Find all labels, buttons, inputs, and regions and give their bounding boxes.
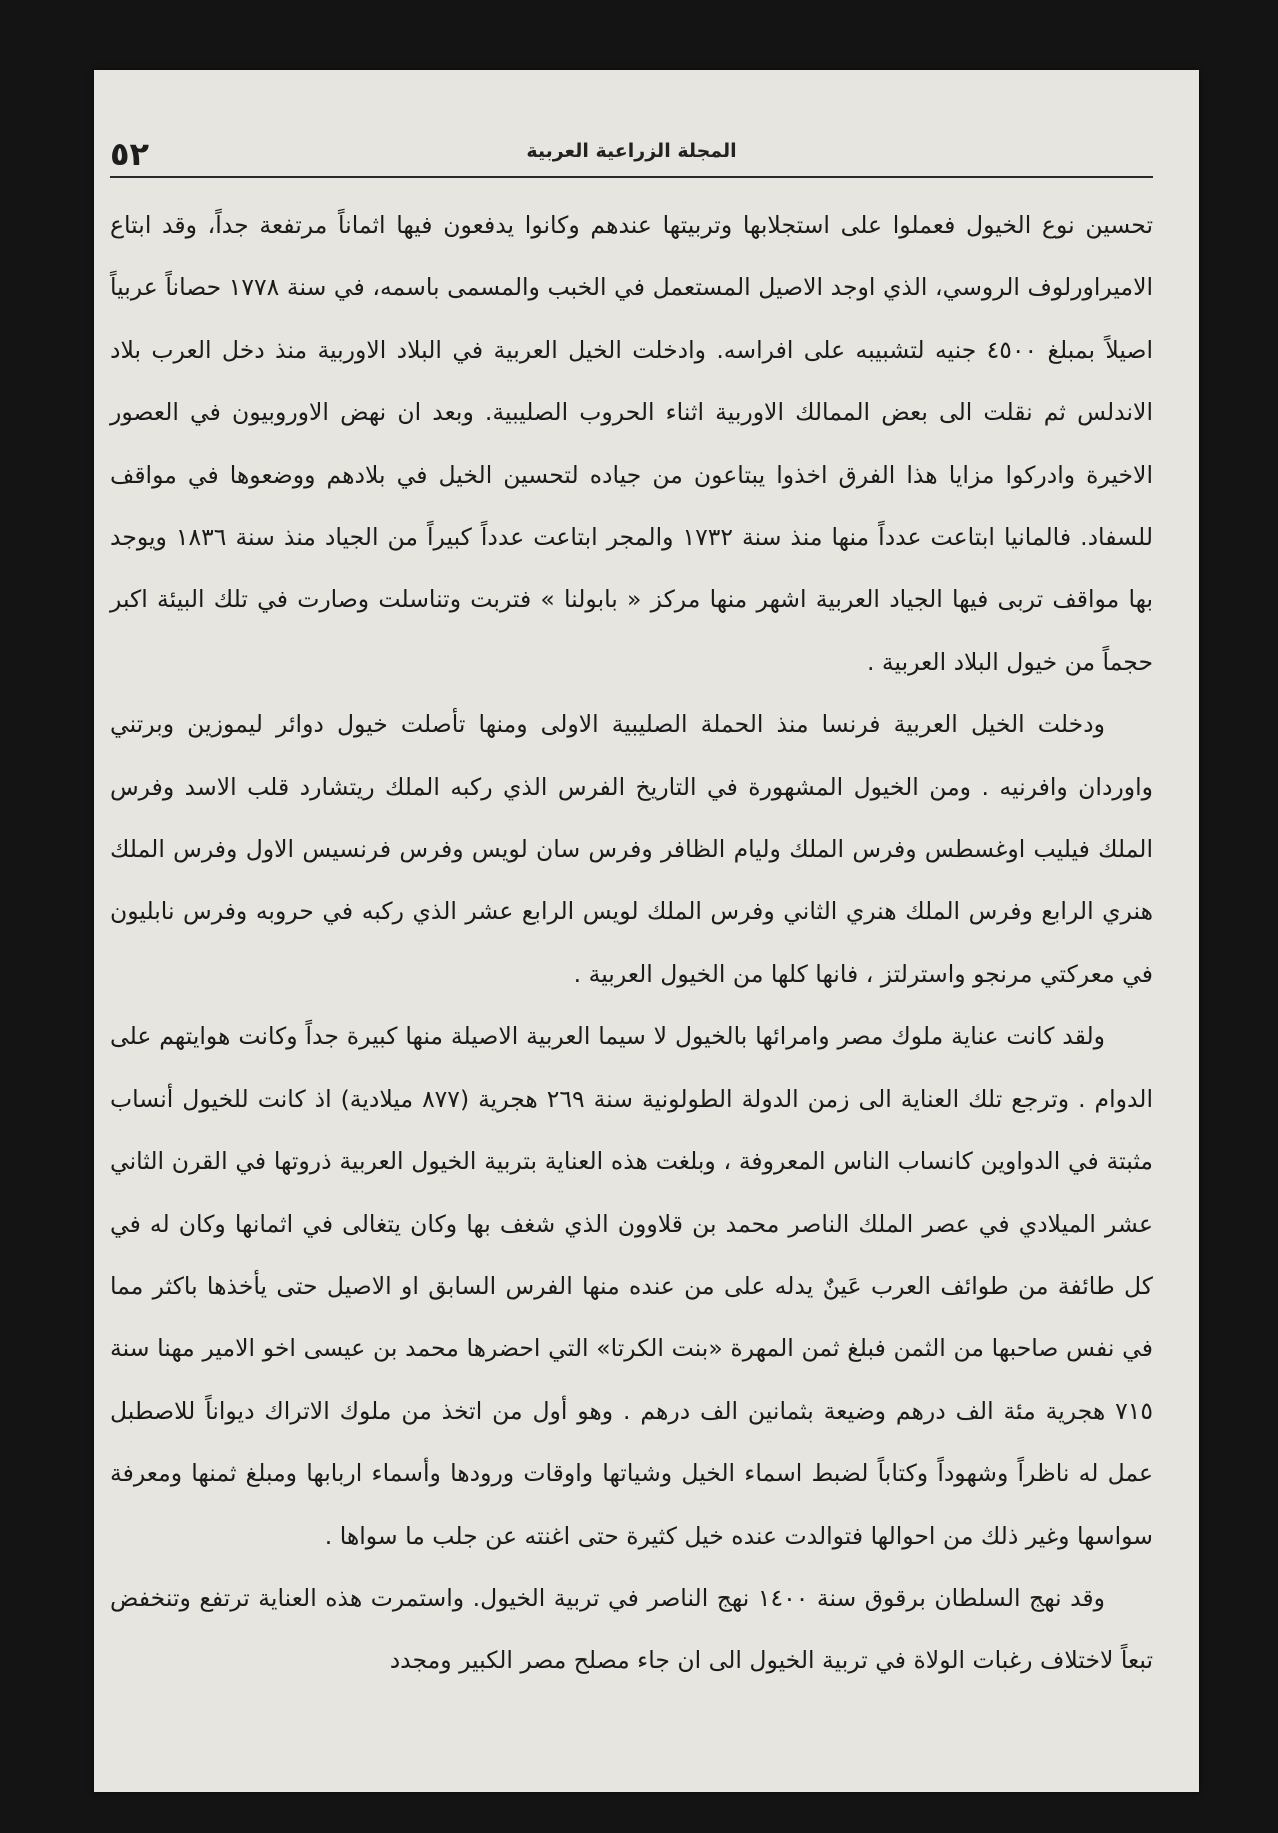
page-header — [110, 130, 1153, 178]
paragraph-2: ودخلت الخيل العربية فرنسا منذ الحملة الصليبية الاولى ومنها تأصلت خيول دوائر ليموزين وبرتني واوردان وافرنيه . ومن الخيول المشهورة في التاريخ الفرس الذي ركبه الملك ريتشارد قلب الاسد وفرس الملك فيليب اوغسطس وفرس الملك وليام الظافر وفرس سان لويس وفرس فرنسيس الاول وفرس الملك هنري الرابع وفرس الملك هنري الثاني وفرس الملك لويس الرابع عشر الذي ركبه في حروبه وفرس نابليون في معركتي مرنجو واسترلتز ، فانها كلها من الخيول العربية . — [110, 710, 1153, 988]
paragraph-4: وقد نهج السلطان برقوق سنة ١٤٠٠ نهج الناصر في تربية الخيول. واستمرت هذه العناية ترتفع وتنخفض تبعاً لاختلاف رغبات الولاة في تربية الخيول الى ان جاء مصلح مصر الكبير ومجدد — [110, 1583, 1153, 1675]
article-body — [110, 194, 1153, 1692]
paragraph-1: تحسين نوع الخيول فعملوا على استجلابها وتربيتها عندهم وكانوا يدفعون فيها اثماناً مرتفعة جداً، وقد ابتاع الاميراورلوف الروسي، الذي اوجد الاصيل المستعمل في الخبب والمسمى باسمه، في سنة ١٧٧٨ حصاناً عربياً اصيلاً بمبلغ ٤٥٠٠ جنيه لتشبيبه على افراسه. وادخلت الخيل العربية في البلاد الاوربية منذ دخل العرب بلاد الاندلس ثم نقلت الى بعض الممالك الاوربية اثناء الحروب الصليبية. وبعد ان نهض الاوروبيون في العصور الاخيرة وادركوا مزايا هذا الفرق اخذوا يبتاعون من جياده لتحسين الخيل في بلادهم ووضعوها في مواقف للسفاد. فالمانيا ابتاعت عدداً منها منذ سنة ١٧٣٢ والمجر ابتاعت عدداً كبيراً من الجياد منذ سنة ١٨٣٦ ويوجد بها مواقف تربى فيها الجياد العربية اشهر منها مركز « بابولنا » فتربت وتناسلت وصارت في تلك البيئة اكبر حجماً من خيول البلاد العربية . — [110, 211, 1153, 676]
document-page — [94, 70, 1199, 1792]
paragraph-3: ولقد كانت عناية ملوك مصر وامرائها بالخيول لا سيما العربية الاصيلة منها كبيرة جداً وكانت هوايتهم على الدوام . وترجع تلك العناية الى زمن الدولة الطولونية سنة ٢٦٩ هجرية (٨٧٧ ميلادية) اذ كانت للخيول أنساب مثبتة في الدواوين كانساب الناس المعروفة ، وبلغت هذه العناية بتربية الخيول العربية ذروتها في القرن الثاني عشر الميلادي في عصر الملك الناصر محمد بن قلاوون الذي شغف بها وكان يتغالى في اثمانها وكان له في كل طائفة من طوائف العرب عَينٌ يدله على من عنده منها الفرس السابق او الاصيل حتى يأخذها باكثر مما في نفس صاحبها من الثمن فبلغ ثمن المهرة «بنت الكرتا» التي احضرها محمد بن عيسى اخو الامير مهنا سنة ٧١٥ هجرية مئة الف درهم وضيعة بثمانين الف درهم . وهو أول من اتخذ من ملوك الاتراك ديواناً للاصطبل عمل له ناظراً وشهوداً وكتاباً لضبط اسماء الخيل وشياتها واوقات ورودها وأسماء اربابها ومبلغ ثمنها ومعرفة سواسها وغير ذلك من احوالها فتوالدت عنده خيل كثيرة حتى اغنته عن جلب ما سواها . — [110, 1022, 1153, 1550]
page-number: ٥٢ — [110, 135, 150, 173]
journal-title: المجلة الزراعية العربية — [526, 140, 737, 162]
